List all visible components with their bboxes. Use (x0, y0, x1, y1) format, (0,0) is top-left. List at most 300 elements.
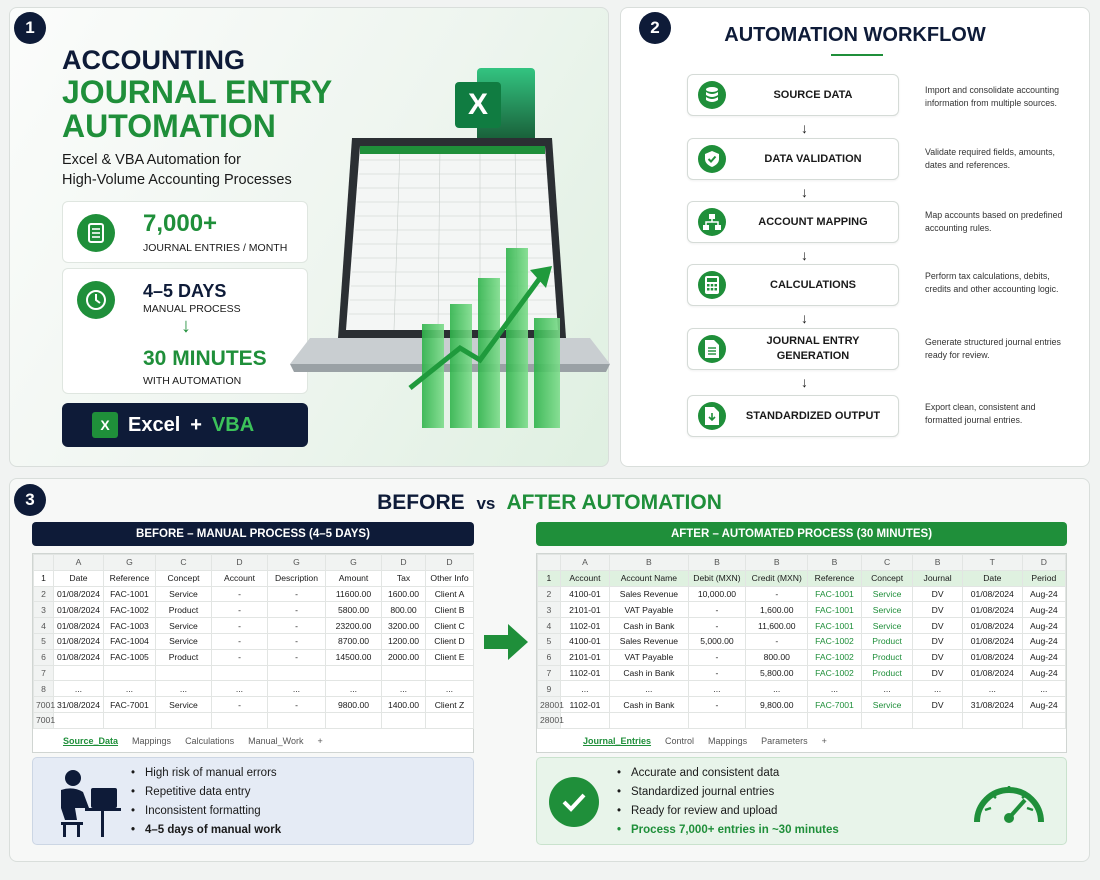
table-cell[interactable]: 1600.00 (382, 586, 426, 602)
table-cell[interactable] (54, 665, 104, 681)
brand-vba: VBA (211, 413, 255, 436)
table-cell[interactable]: 800.00 (746, 649, 808, 665)
column-header[interactable]: G (268, 555, 326, 571)
table-cell[interactable] (610, 712, 688, 728)
table-cell[interactable]: 31/08/2024 (54, 697, 104, 713)
table-cell[interactable]: - (688, 697, 746, 713)
add-sheet-button[interactable]: + (821, 736, 827, 746)
table-cell[interactable]: VAT Payable (610, 602, 688, 618)
document-icon (77, 214, 115, 252)
before-summary-card (32, 757, 474, 845)
stat-manual-value: 4–5 DAYS (143, 281, 227, 301)
row-number[interactable]: 3 (538, 602, 561, 618)
table-cell[interactable]: ... (426, 681, 474, 697)
table-cell[interactable]: FAC-1002 (808, 665, 862, 681)
table-cell[interactable]: - (746, 586, 808, 602)
table-cell[interactable] (104, 665, 156, 681)
table-cell[interactable]: FAC-1002 (808, 633, 862, 649)
table-cell[interactable]: Service (156, 618, 212, 634)
hero-title-line1: ACCOUNTING (62, 45, 245, 75)
table-cell[interactable]: Client Z (426, 697, 474, 713)
row-number[interactable]: 2 (538, 586, 561, 602)
column-header[interactable]: G (326, 555, 382, 571)
table-cell[interactable]: ... (560, 681, 610, 697)
table-cell[interactable]: ... (688, 681, 746, 697)
excel-logo-icon: X (92, 412, 118, 438)
table-cell[interactable]: FAC-1001 (808, 618, 862, 634)
table-cell[interactable]: FAC-1001 (808, 586, 862, 602)
table-row (34, 681, 474, 697)
table-cell[interactable] (861, 712, 913, 728)
title-after: AFTER AUTOMATION (506, 491, 722, 514)
stat-auto-value: 30 MINUTES (143, 347, 267, 370)
table-cell[interactable]: 11600.00 (326, 586, 382, 602)
table-cell[interactable]: Concept (861, 570, 913, 586)
brand-excel: Excel (128, 413, 181, 436)
table-cell[interactable]: Account (560, 570, 610, 586)
table-cell[interactable] (1022, 712, 1065, 728)
table-cell[interactable]: ... (156, 681, 212, 697)
table-cell[interactable]: - (212, 697, 268, 713)
column-header[interactable]: A (54, 555, 104, 571)
step-description: Generate structured journal entries ready for review. (925, 337, 1061, 360)
table-cell[interactable]: - (688, 602, 746, 618)
table-cell[interactable]: 01/08/2024 (962, 618, 1022, 634)
hero-subtitle-line2: High-Volume Accounting Processes (62, 172, 292, 188)
table-cell[interactable]: - (212, 586, 268, 602)
table-cell[interactable]: Product (861, 633, 913, 649)
clock-icon (77, 281, 115, 319)
table-cell[interactable]: - (268, 618, 326, 634)
table-cell[interactable]: 11,600.00 (746, 618, 808, 634)
before-bullet: • High risk of manual errors (131, 764, 281, 783)
table-cell[interactable]: ... (913, 681, 963, 697)
table-cell[interactable]: 01/08/2024 (54, 649, 104, 665)
table-cell[interactable]: 2101-01 (560, 602, 610, 618)
row-number[interactable]: 7001 (34, 712, 54, 728)
table-cell[interactable]: ... (212, 681, 268, 697)
table-cell[interactable]: - (688, 665, 746, 681)
row-number[interactable]: 3 (34, 602, 54, 618)
table-cell[interactable]: FAC-1001 (808, 602, 862, 618)
sheet-tab[interactable]: Control (665, 736, 695, 746)
table-cell[interactable]: 01/08/2024 (54, 602, 104, 618)
table-cell[interactable] (382, 712, 426, 728)
table-cell[interactable]: ... (746, 681, 808, 697)
add-sheet-button[interactable]: + (317, 736, 323, 746)
document-icon (698, 335, 726, 363)
table-cell[interactable]: Account (212, 570, 268, 586)
table-cell[interactable] (212, 665, 268, 681)
table-cell[interactable] (913, 712, 963, 728)
hero-title-line2: JOURNAL ENTRY (62, 74, 333, 110)
column-header[interactable]: B (688, 555, 746, 571)
sheet-tab[interactable]: Manual_Work (248, 736, 304, 746)
after-bullet: • Standardized journal entries (617, 783, 839, 802)
check-circle-icon (549, 777, 599, 827)
table-cell[interactable]: ... (1022, 681, 1065, 697)
row-number[interactable]: 6 (34, 649, 54, 665)
row-number[interactable]: 9 (538, 681, 561, 697)
table-cell[interactable]: - (212, 633, 268, 649)
table-row (34, 618, 474, 634)
table-cell[interactable] (326, 665, 382, 681)
table-cell[interactable]: ... (326, 681, 382, 697)
table-cell[interactable] (962, 712, 1022, 728)
arrow-down-icon: ↓ (181, 315, 191, 337)
table-row (34, 586, 474, 602)
table-cell[interactable]: 01/08/2024 (54, 633, 104, 649)
table-cell[interactable]: ... (104, 681, 156, 697)
table-cell[interactable]: ... (808, 681, 862, 697)
table-cell[interactable]: Product (156, 649, 212, 665)
table-cell[interactable]: Reference (808, 570, 862, 586)
step-label: SOURCE DATA (773, 88, 853, 101)
column-header[interactable]: D (426, 555, 474, 571)
column-header[interactable]: B (610, 555, 688, 571)
table-cell[interactable]: Cash in Bank (610, 665, 688, 681)
table-cell[interactable]: Period (1022, 570, 1065, 586)
row-number[interactable]: 6 (538, 649, 561, 665)
table-cell[interactable]: Debit (MXN) (688, 570, 746, 586)
table-cell[interactable]: Date (54, 570, 104, 586)
step-description: Export clean, consistent and formatted journal entries. (925, 402, 1036, 425)
step-label: DATA VALIDATION (764, 152, 862, 165)
table-cell[interactable]: Service (156, 586, 212, 602)
after-bullet: • Process 7,000+ entries in ~30 minutes (617, 821, 839, 840)
sheet-tab[interactable]: Journal_Entries (583, 736, 652, 746)
table-cell[interactable]: Client A (426, 586, 474, 602)
before-bullet: • Repetitive data entry (131, 783, 281, 802)
table-cell[interactable]: Product (861, 649, 913, 665)
column-header[interactable]: C (156, 555, 212, 571)
after-bullet: • Accurate and consistent data (617, 764, 839, 783)
arrow-right-icon (484, 622, 528, 662)
section-badge-3: 3 (14, 484, 46, 516)
column-header[interactable]: A (560, 555, 610, 571)
column-header[interactable]: G (104, 555, 156, 571)
table-row (538, 602, 1066, 618)
stat-entries-value: 7,000+ (143, 210, 218, 237)
table-cell[interactable]: - (688, 618, 746, 634)
table-cell[interactable]: Client B (426, 602, 474, 618)
table-cell[interactable]: - (746, 633, 808, 649)
row-number[interactable]: 28001 (538, 712, 561, 728)
column-header[interactable]: B (913, 555, 963, 571)
column-header[interactable]: B (746, 555, 808, 571)
table-cell[interactable]: - (268, 697, 326, 713)
table-cell[interactable]: Aug-24 (1022, 697, 1065, 713)
workflow-step-journal-entry-generation (687, 328, 899, 370)
row-number[interactable]: 5 (538, 633, 561, 649)
table-cell[interactable]: 9800.00 (326, 697, 382, 713)
table-cell[interactable]: 01/08/2024 (962, 665, 1022, 681)
table-cell[interactable] (808, 712, 862, 728)
table-cell[interactable]: Description (268, 570, 326, 586)
table-row (538, 586, 1066, 602)
hero-title-line3: AUTOMATION (62, 108, 276, 144)
hero-panel (9, 7, 609, 467)
table-row (538, 697, 1066, 713)
table-cell[interactable]: Service (861, 602, 913, 618)
table-cell[interactable]: DV (913, 697, 963, 713)
table-cell[interactable]: ... (268, 681, 326, 697)
step-description: Import and consolidate accounting information from multiple sources. (925, 85, 1059, 108)
table-cell[interactable]: - (268, 586, 326, 602)
table-cell[interactable]: 23200.00 (326, 618, 382, 634)
stat-manual-label: MANUAL PROCESS (143, 303, 241, 315)
table-cell[interactable]: 1,600.00 (746, 602, 808, 618)
table-cell[interactable]: DV (913, 633, 963, 649)
table-cell[interactable]: Client D (426, 633, 474, 649)
arrow-down-icon: ↓ (801, 184, 808, 200)
table-row (538, 633, 1066, 649)
stat-card-entries (62, 201, 308, 263)
table-cell[interactable]: 01/08/2024 (962, 602, 1022, 618)
table-cell[interactable]: 01/08/2024 (962, 649, 1022, 665)
table-cell[interactable]: Service (861, 697, 913, 713)
table-cell[interactable]: 01/08/2024 (962, 586, 1022, 602)
table-cell[interactable]: Reference (104, 570, 156, 586)
table-cell[interactable]: ... (861, 681, 913, 697)
sheet-tab[interactable]: Mappings (708, 736, 748, 746)
table-cell[interactable]: 5800.00 (326, 602, 382, 618)
title-vs: vs (476, 494, 496, 513)
table-row (538, 649, 1066, 665)
table-cell[interactable]: ... (962, 681, 1022, 697)
workflow-step-data-validation (687, 138, 899, 180)
table-cell[interactable]: - (212, 649, 268, 665)
row-number[interactable]: 28001 (538, 697, 561, 713)
table-cell[interactable] (560, 712, 610, 728)
table-cell[interactable]: 4100-01 (560, 633, 610, 649)
table-cell[interactable]: ... (610, 681, 688, 697)
table-cell[interactable] (426, 712, 474, 728)
column-header[interactable]: D (212, 555, 268, 571)
table-cell[interactable]: DV (913, 602, 963, 618)
table-cell[interactable]: FAC-1001 (104, 586, 156, 602)
table-row (538, 618, 1066, 634)
table-cell[interactable] (382, 665, 426, 681)
row-number[interactable]: 7001 (34, 697, 54, 713)
brand-plus: + (190, 413, 202, 436)
table-cell[interactable]: Aug-24 (1022, 618, 1065, 634)
table-cell[interactable]: 14500.00 (326, 649, 382, 665)
table-cell[interactable]: 9,800.00 (746, 697, 808, 713)
table-cell[interactable]: - (212, 618, 268, 634)
after-table (537, 554, 1066, 729)
table-cell[interactable] (156, 665, 212, 681)
table-cell[interactable]: DV (913, 586, 963, 602)
column-header[interactable]: D (1022, 555, 1065, 571)
table-cell[interactable] (268, 665, 326, 681)
table-cell[interactable]: ... (382, 681, 426, 697)
table-cell[interactable]: VAT Payable (610, 649, 688, 665)
table-cell[interactable]: Tax (382, 570, 426, 586)
table-cell[interactable]: Service (156, 697, 212, 713)
section-badge-1: 1 (14, 12, 46, 44)
table-cell[interactable] (326, 712, 382, 728)
row-number[interactable]: 2 (34, 586, 54, 602)
row-number[interactable]: 4 (34, 618, 54, 634)
table-header-row (34, 570, 474, 586)
table-cell[interactable]: 1400.00 (382, 697, 426, 713)
table-cell[interactable]: Service (861, 586, 913, 602)
before-sheet-tabs (63, 736, 323, 746)
step-label: CALCULATIONS (770, 278, 856, 291)
hierarchy-icon (698, 208, 726, 236)
row-number[interactable]: 5 (34, 633, 54, 649)
table-cell[interactable]: - (212, 602, 268, 618)
table-cell[interactable]: 8700.00 (326, 633, 382, 649)
after-spreadsheet (536, 553, 1067, 753)
hero-subtitle-line1: Excel & VBA Automation for (62, 152, 241, 168)
arrow-down-icon: ↓ (801, 310, 808, 326)
table-cell[interactable]: 31/08/2024 (962, 697, 1022, 713)
step-label: ACCOUNT MAPPING (758, 215, 868, 228)
row-number[interactable]: 7 (538, 665, 561, 681)
table-cell[interactable]: DV (913, 649, 963, 665)
person-at-computer-icon (51, 768, 127, 838)
table-cell[interactable] (156, 712, 212, 728)
step-description: Validate required fields, amounts, dates and references. (925, 147, 1055, 170)
table-cell[interactable]: Journal (913, 570, 963, 586)
table-cell[interactable]: 1102-01 (560, 665, 610, 681)
sheet-tab[interactable]: Source_Data (63, 736, 119, 746)
table-cell[interactable] (268, 712, 326, 728)
column-header-corner[interactable] (538, 555, 561, 571)
title-before: BEFORE (377, 491, 465, 514)
table-cell[interactable]: Aug-24 (1022, 633, 1065, 649)
table-row (538, 665, 1066, 681)
table-cell[interactable] (212, 712, 268, 728)
title-underline (831, 54, 883, 56)
column-header[interactable]: T (962, 555, 1022, 571)
table-cell[interactable]: 800.00 (382, 602, 426, 618)
step-description: Map accounts based on predefined accounting rules. (925, 210, 1063, 233)
table-cell[interactable]: Amount (326, 570, 382, 586)
table-cell[interactable]: Service (861, 618, 913, 634)
table-cell[interactable]: FAC-1003 (104, 618, 156, 634)
row-number[interactable]: 1 (538, 570, 561, 586)
table-cell[interactable]: 5,800.00 (746, 665, 808, 681)
table-cell[interactable]: - (268, 602, 326, 618)
sheet-tab[interactable]: Parameters (761, 736, 808, 746)
table-cell[interactable] (104, 712, 156, 728)
table-cell[interactable]: Client E (426, 649, 474, 665)
table-cell[interactable]: Other Info (426, 570, 474, 586)
row-number[interactable]: 4 (538, 618, 561, 634)
table-cell[interactable] (746, 712, 808, 728)
table-cell[interactable]: Product (861, 665, 913, 681)
table-cell[interactable]: FAC-1002 (104, 602, 156, 618)
after-header: AFTER – AUTOMATED PROCESS (30 MINUTES) (536, 522, 1067, 546)
arrow-down-icon: ↓ (801, 247, 808, 263)
row-number[interactable]: 1 (34, 570, 54, 586)
excel-app-letter: X (455, 82, 501, 128)
table-cell[interactable]: DV (913, 618, 963, 634)
table-cell[interactable]: 01/08/2024 (54, 618, 104, 634)
stat-auto-label: WITH AUTOMATION (143, 375, 242, 387)
table-cell[interactable]: - (268, 649, 326, 665)
table-cell[interactable]: Aug-24 (1022, 602, 1065, 618)
table-cell[interactable]: ... (54, 681, 104, 697)
table-cell[interactable]: 4100-01 (560, 586, 610, 602)
workflow-step-account-mapping (687, 201, 899, 243)
arrow-down-icon: ↓ (801, 120, 808, 136)
table-cell[interactable]: 01/08/2024 (54, 586, 104, 602)
table-cell[interactable]: Aug-24 (1022, 665, 1065, 681)
table-cell[interactable]: Aug-24 (1022, 649, 1065, 665)
table-row (34, 649, 474, 665)
column-header[interactable]: C (861, 555, 913, 571)
table-cell[interactable]: FAC-1004 (104, 633, 156, 649)
table-row (34, 665, 474, 681)
table-cell[interactable]: - (268, 633, 326, 649)
table-cell[interactable]: Date (962, 570, 1022, 586)
workflow-title: AUTOMATION WORKFLOW (724, 24, 986, 46)
comparison-title (10, 491, 1089, 515)
table-cell[interactable]: Concept (156, 570, 212, 586)
table-cell[interactable]: Service (156, 633, 212, 649)
database-icon (698, 81, 726, 109)
before-spreadsheet (32, 553, 474, 753)
sheet-tab[interactable]: Calculations (185, 736, 235, 746)
table-cell[interactable]: FAC-1005 (104, 649, 156, 665)
table-row (538, 681, 1066, 697)
table-cell[interactable]: Cash in Bank (610, 697, 688, 713)
excel-vba-banner (62, 403, 308, 447)
table-cell[interactable]: Client C (426, 618, 474, 634)
table-cell[interactable]: FAC-1002 (808, 649, 862, 665)
table-cell[interactable]: Sales Revenue (610, 586, 688, 602)
table-cell[interactable]: 2000.00 (382, 649, 426, 665)
row-number[interactable]: 8 (34, 681, 54, 697)
arrow-down-icon: ↓ (801, 374, 808, 390)
table-cell[interactable] (688, 712, 746, 728)
column-header[interactable]: B (808, 555, 862, 571)
column-header[interactable]: D (382, 555, 426, 571)
table-cell[interactable]: 5,000.00 (688, 633, 746, 649)
table-cell[interactable]: 1102-01 (560, 697, 610, 713)
column-header-corner[interactable] (34, 555, 54, 571)
table-cell[interactable]: 1102-01 (560, 618, 610, 634)
row-number[interactable]: 7 (34, 665, 54, 681)
table-cell[interactable] (426, 665, 474, 681)
table-cell[interactable]: Cash in Bank (610, 618, 688, 634)
table-cell[interactable]: 3200.00 (382, 618, 426, 634)
table-cell[interactable]: - (688, 649, 746, 665)
table-cell[interactable]: FAC-7001 (808, 697, 862, 713)
table-cell[interactable]: Aug-24 (1022, 586, 1065, 602)
table-cell[interactable]: 1200.00 (382, 633, 426, 649)
table-cell[interactable]: Account Name (610, 570, 688, 586)
table-cell[interactable]: Sales Revenue (610, 633, 688, 649)
after-bullet: • Ready for review and upload (617, 802, 839, 821)
table-cell[interactable]: FAC-7001 (104, 697, 156, 713)
table-cell[interactable]: 01/08/2024 (962, 633, 1022, 649)
table-cell[interactable]: 10,000.00 (688, 586, 746, 602)
before-bullet: • Inconsistent formatting (131, 802, 281, 821)
table-cell[interactable]: 2101-01 (560, 649, 610, 665)
table-cell[interactable]: DV (913, 665, 963, 681)
table-cell[interactable]: Product (156, 602, 212, 618)
table-cell[interactable] (54, 712, 104, 728)
sheet-tab[interactable]: Mappings (132, 736, 172, 746)
table-cell[interactable]: Credit (MXN) (746, 570, 808, 586)
table-row (34, 633, 474, 649)
speedometer-icon (971, 774, 1047, 830)
